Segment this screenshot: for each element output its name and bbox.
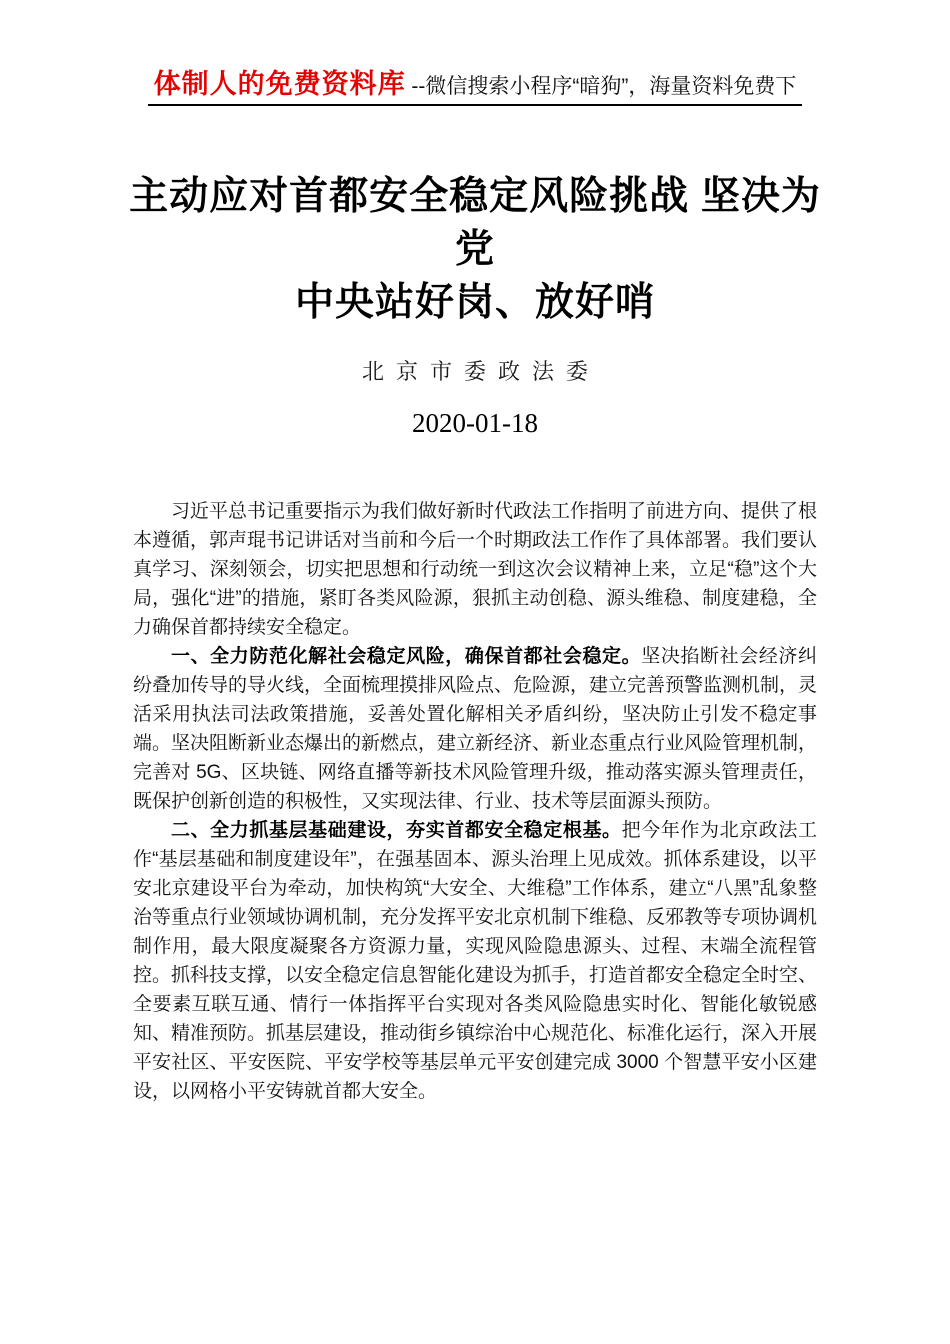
promo-header <box>0 0 950 106</box>
article-body <box>133 497 817 1106</box>
paragraph-1 <box>133 497 817 642</box>
paragraph-3-text: 把今年作为北京政法工作“基层基础和制度建设年”，在强基固本、源头治理上见成效。抓体系建设，以平安北京建设平台为牵动，加快构筑“大安全、大维稳”工作体系，建立“八黑”乱象整治等重点行业领域协调机制，充分发挥平安北京机制下维稳、反邪教等专项协调机制作用，最大限度凝聚各方资源力量，实现风险隐患源头、过程、末端全流程管控。抓科技支撑，以安全稳定信息智能化建设为抓手，打造首都安全稳定全时空、全要素互联互通、情行一体指挥平台实现对各类风险隐患实时化、智能化敏锐感知、精准预防。抓基层建设，推动街乡镇综治中心规范化、标准化运行，深入开展平安社区、平安医院、平安学校等基层单元平安创建完成 3000 个智慧平安小区建设，以网格小平安铸就首都大安全。 <box>133 820 818 1102</box>
promo-brand-text: 体制人的免费资料库 <box>153 69 406 99</box>
paragraph-2-lead: 一、全力防范化解社会稳定风险，确保首都社会稳定。 <box>171 646 642 667</box>
paragraph-1-text: 习近平总书记重要指示为我们做好新时代政法工作指明了前进方向、提供了根本遵循，郭声琨书记讲话对当前和今后一个时期政法工作作了具体部署。我们要认真学习、深刻领会，切实把思想和行动统一到这次会议精神上来，立足“稳”这个大局，强化“进”的措施，紧盯各类风险源，狠抓主动创稳、源头维稳、制度建稳，全力确保首都持续安全稳定。 <box>133 501 818 638</box>
paragraph-3-lead: 二、全力抓基层基础建设，夯实首都安全稳定根基。 <box>171 820 622 841</box>
paragraph-2 <box>133 642 817 816</box>
promo-tagline-text: --微信搜索小程序“暗狗”，海量资料免费下 <box>405 75 797 98</box>
paragraph-3 <box>133 816 817 1106</box>
article-title: 主动应对首都安全稳定风险挑战 坚决为党 中央站好岗、放好哨 <box>129 175 821 324</box>
article-author: 北京市委政法委 <box>361 359 600 384</box>
promo-header-underline <box>148 62 803 106</box>
paragraph-2-text: 坚决掐断社会经济纠纷叠加传导的导火线，全面梳理摸排风险点、危险源，建立完善预警监测机制，灵活采用执法司法政策措施，妥善处置化解相关矛盾纠纷，坚决防止引发不稳定事端。坚决阻断新业态爆出的新燃点，建立新经济、新业态重点行业风险管理机制，完善对 5G、区块链、网络直播等新技术风险管理升级，推动落实源头管理责任，既保护创新创造的积极性，又实现法律、行业、技术等层面源头预防。 <box>133 646 818 812</box>
article-date: 2020-01-18 <box>412 408 538 438</box>
